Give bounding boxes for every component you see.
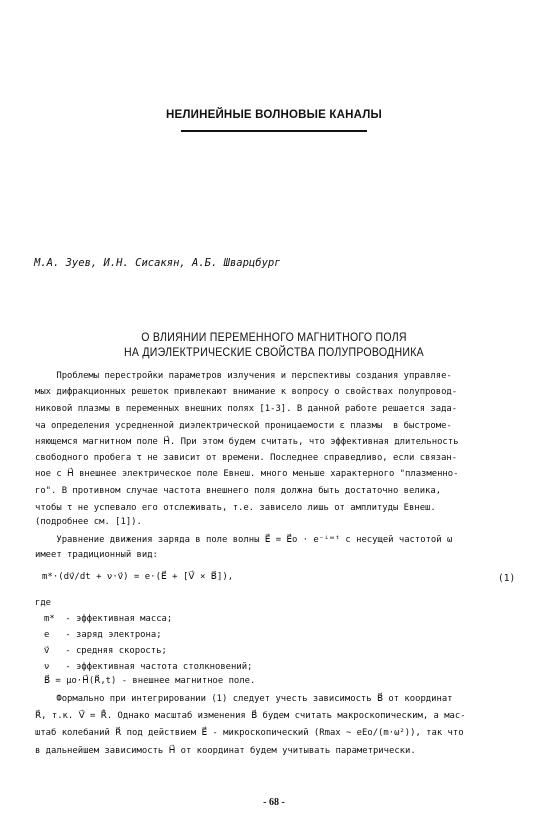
paragraph-1-line: няющемся магнитном поле H⃗. При этом будем считать, что эффективная длительность bbox=[35, 437, 459, 447]
paragraph-2-line: Уравнение движения заряда в поле волны E⃗ = E⃗o · e⁻ⁱʷᵗ с несущей частотой ω bbox=[35, 535, 453, 545]
paragraph-1-line: чтобы τ не успевало его отслеживать, т.е. зависело лишь от амплитуды Eвнеш. bbox=[35, 503, 436, 513]
paragraph-3-line: в дальнейшем зависимость H⃗ от координат будем учитывать параметрически. bbox=[35, 746, 416, 756]
paragraph-1-line: го". В противном случае частота внешнего поля должна быть достаточно велика, bbox=[35, 486, 442, 496]
definition-item: ν - эффективная частота столкновений; bbox=[44, 662, 253, 672]
paragraph-3-line: Формально при интегрировании (1) следует учесть зависимость B⃗ от координат bbox=[35, 694, 453, 704]
definition-item: B⃗ = μo·H⃗(R⃗,t) - внешнее магнитное поле. bbox=[44, 676, 256, 686]
definition-item: m* - эффективная масса; bbox=[44, 614, 173, 624]
page-number: - 68 - bbox=[263, 797, 285, 808]
paragraph-3-line: R⃗, т.к. V⃗ = R⃗̇. Однако масштаб изменения B⃗ будем считать макроскопическим, а мас- bbox=[35, 711, 466, 721]
paragraph-1-line: ча определения усредненной диэлектрической проницаемости ε плазмы в быстроме- bbox=[35, 421, 452, 431]
section-header bbox=[0, 103, 548, 132]
paragraph-1-line: ное с H⃗ внешнее электрическое поле Eвнеш. много меньше характерного "плазменно- bbox=[35, 469, 459, 479]
definition-item: e - заряд электрона; bbox=[44, 630, 162, 640]
authors: М.А. Зуев, И.Н. Сисакян, А.Б. Шварцбург bbox=[34, 257, 281, 269]
equation-number: (1) bbox=[498, 573, 516, 584]
article-title bbox=[33, 330, 515, 360]
paragraph-1-line: мых дифракционных решеток привлекают внимание к вопросу о свойствах полупровод- bbox=[35, 387, 458, 397]
paragraph-3-line: штаб колебаний R⃗ под действием E⃗ - микроскопический (Rmax ~ eEo/(m·ω²)), так что bbox=[35, 728, 464, 738]
definition-item: v⃗ - средняя скорость; bbox=[44, 646, 167, 656]
title-line-1: О ВЛИЯНИИ ПЕРЕМЕННОГО МАГНИТНОГО ПОЛЯ bbox=[141, 330, 407, 344]
title-line-2: НА ДИЭЛЕКТРИЧЕСКИЕ СВОЙСТВА ПОЛУПРОВОДНИКА bbox=[123, 345, 424, 359]
section-underline bbox=[181, 130, 367, 132]
section-title: НЕЛИНЕЙНЫЕ ВОЛНОВЫЕ КАНАЛЫ bbox=[165, 109, 382, 121]
paragraph-1-line: никовой плазмы в переменных внешних полях [1-3]. В данной работе решается зада- bbox=[35, 404, 458, 414]
paragraph-1-line: Проблемы перестройки параметров излучения и перспективы создания управляе- bbox=[35, 371, 452, 381]
paragraph-1-line: свободного пробега τ не зависит от времени. Последнее справедливо, если связан- bbox=[35, 453, 458, 463]
paragraph-2-line: имеет традиционный вид: bbox=[35, 550, 158, 560]
paragraph-1-line: (подробнее см. [1]). bbox=[35, 517, 142, 527]
where-label: где bbox=[35, 598, 52, 608]
equation-1: m*·(dv⃗/dt + ν·v⃗) = e·(E⃗ + [V⃗ × B⃗]), bbox=[42, 572, 234, 582]
